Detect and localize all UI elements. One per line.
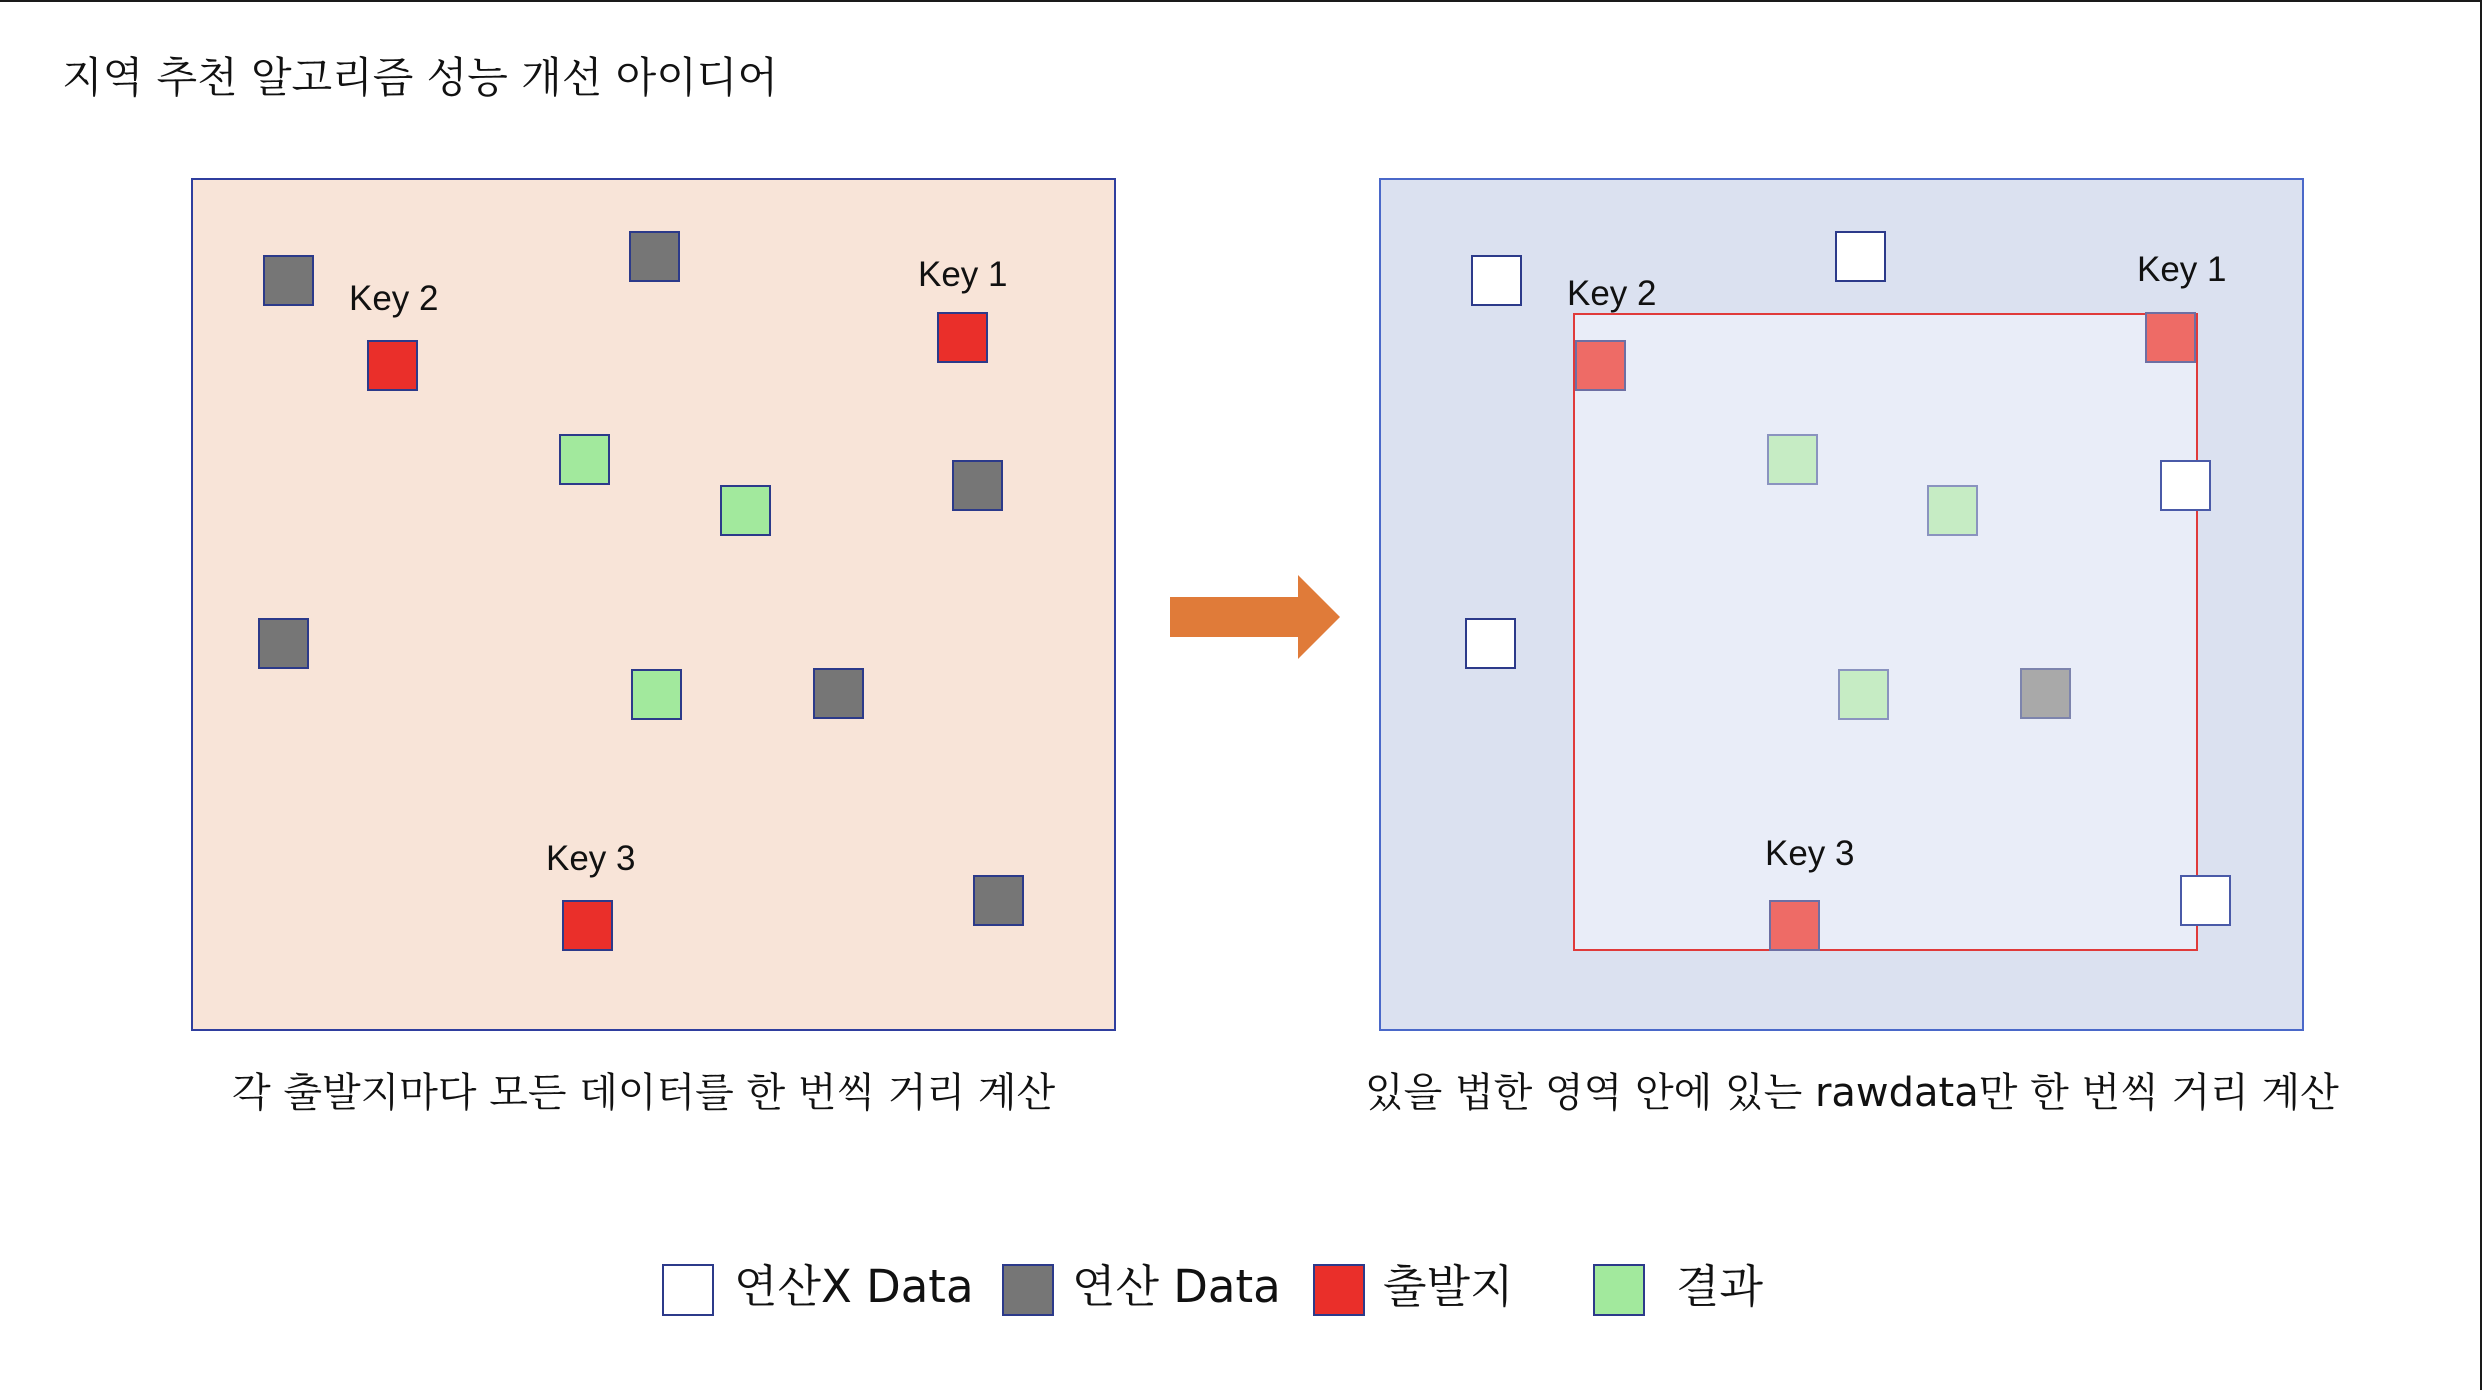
origin-square-key3 xyxy=(1769,900,1820,951)
data-square-computed xyxy=(973,875,1024,926)
key-label-key3: Key 3 xyxy=(546,839,636,878)
key-label-key1: Key 1 xyxy=(2137,250,2227,289)
legend-swatch-origin xyxy=(1313,1264,1365,1316)
result-square xyxy=(1838,669,1889,720)
left-panel-caption: 각 출발지마다 모든 데이터를 한 번씩 거리 계산 xyxy=(232,1070,1056,1116)
legend-label-origin: 출발지 xyxy=(1383,1260,1514,1313)
origin-square-key1 xyxy=(2145,312,2196,363)
data-square-skipped xyxy=(2180,875,2231,926)
key-label-key3: Key 3 xyxy=(1765,834,1855,873)
result-square xyxy=(559,434,610,485)
key-label-key1: Key 1 xyxy=(918,255,1008,294)
result-square xyxy=(1927,485,1978,536)
data-square-computed xyxy=(813,668,864,719)
legend-label-result: 결과 xyxy=(1676,1260,1763,1313)
legend-swatch-result xyxy=(1593,1264,1645,1316)
data-square-skipped xyxy=(2160,460,2211,511)
data-square-computed xyxy=(263,255,314,306)
data-square-computed xyxy=(2020,668,2071,719)
right-panel-caption: 있을 법한 영역 안에 있는 rawdata만 한 번씩 거리 계산 xyxy=(1365,1070,2339,1116)
result-square xyxy=(720,485,771,536)
key-label-key2: Key 2 xyxy=(1567,274,1657,313)
origin-square-key1 xyxy=(937,312,988,363)
data-square-skipped xyxy=(1465,618,1516,669)
data-square-computed xyxy=(629,231,680,282)
right-arrow-icon xyxy=(1170,575,1340,659)
data-square-computed xyxy=(952,460,1003,511)
data-square-computed xyxy=(258,618,309,669)
result-square xyxy=(631,669,682,720)
legend-label-skipped: 연산X Data xyxy=(734,1260,974,1313)
result-square xyxy=(1767,434,1818,485)
candidate-area-rect xyxy=(1573,313,2198,951)
legend-swatch-skipped xyxy=(662,1264,714,1316)
legend-swatch-computed xyxy=(1002,1264,1054,1316)
origin-square-key2 xyxy=(1575,340,1626,391)
data-square-skipped xyxy=(1471,255,1522,306)
slide-title: 지역 추천 알고리즘 성능 개선 아이디어 xyxy=(62,53,778,102)
origin-square-key3 xyxy=(562,900,613,951)
data-square-skipped xyxy=(1835,231,1886,282)
arrow-shape xyxy=(1170,575,1340,659)
legend-label-computed: 연산 Data xyxy=(1072,1260,1281,1313)
origin-square-key2 xyxy=(367,340,418,391)
key-label-key2: Key 2 xyxy=(349,279,439,318)
